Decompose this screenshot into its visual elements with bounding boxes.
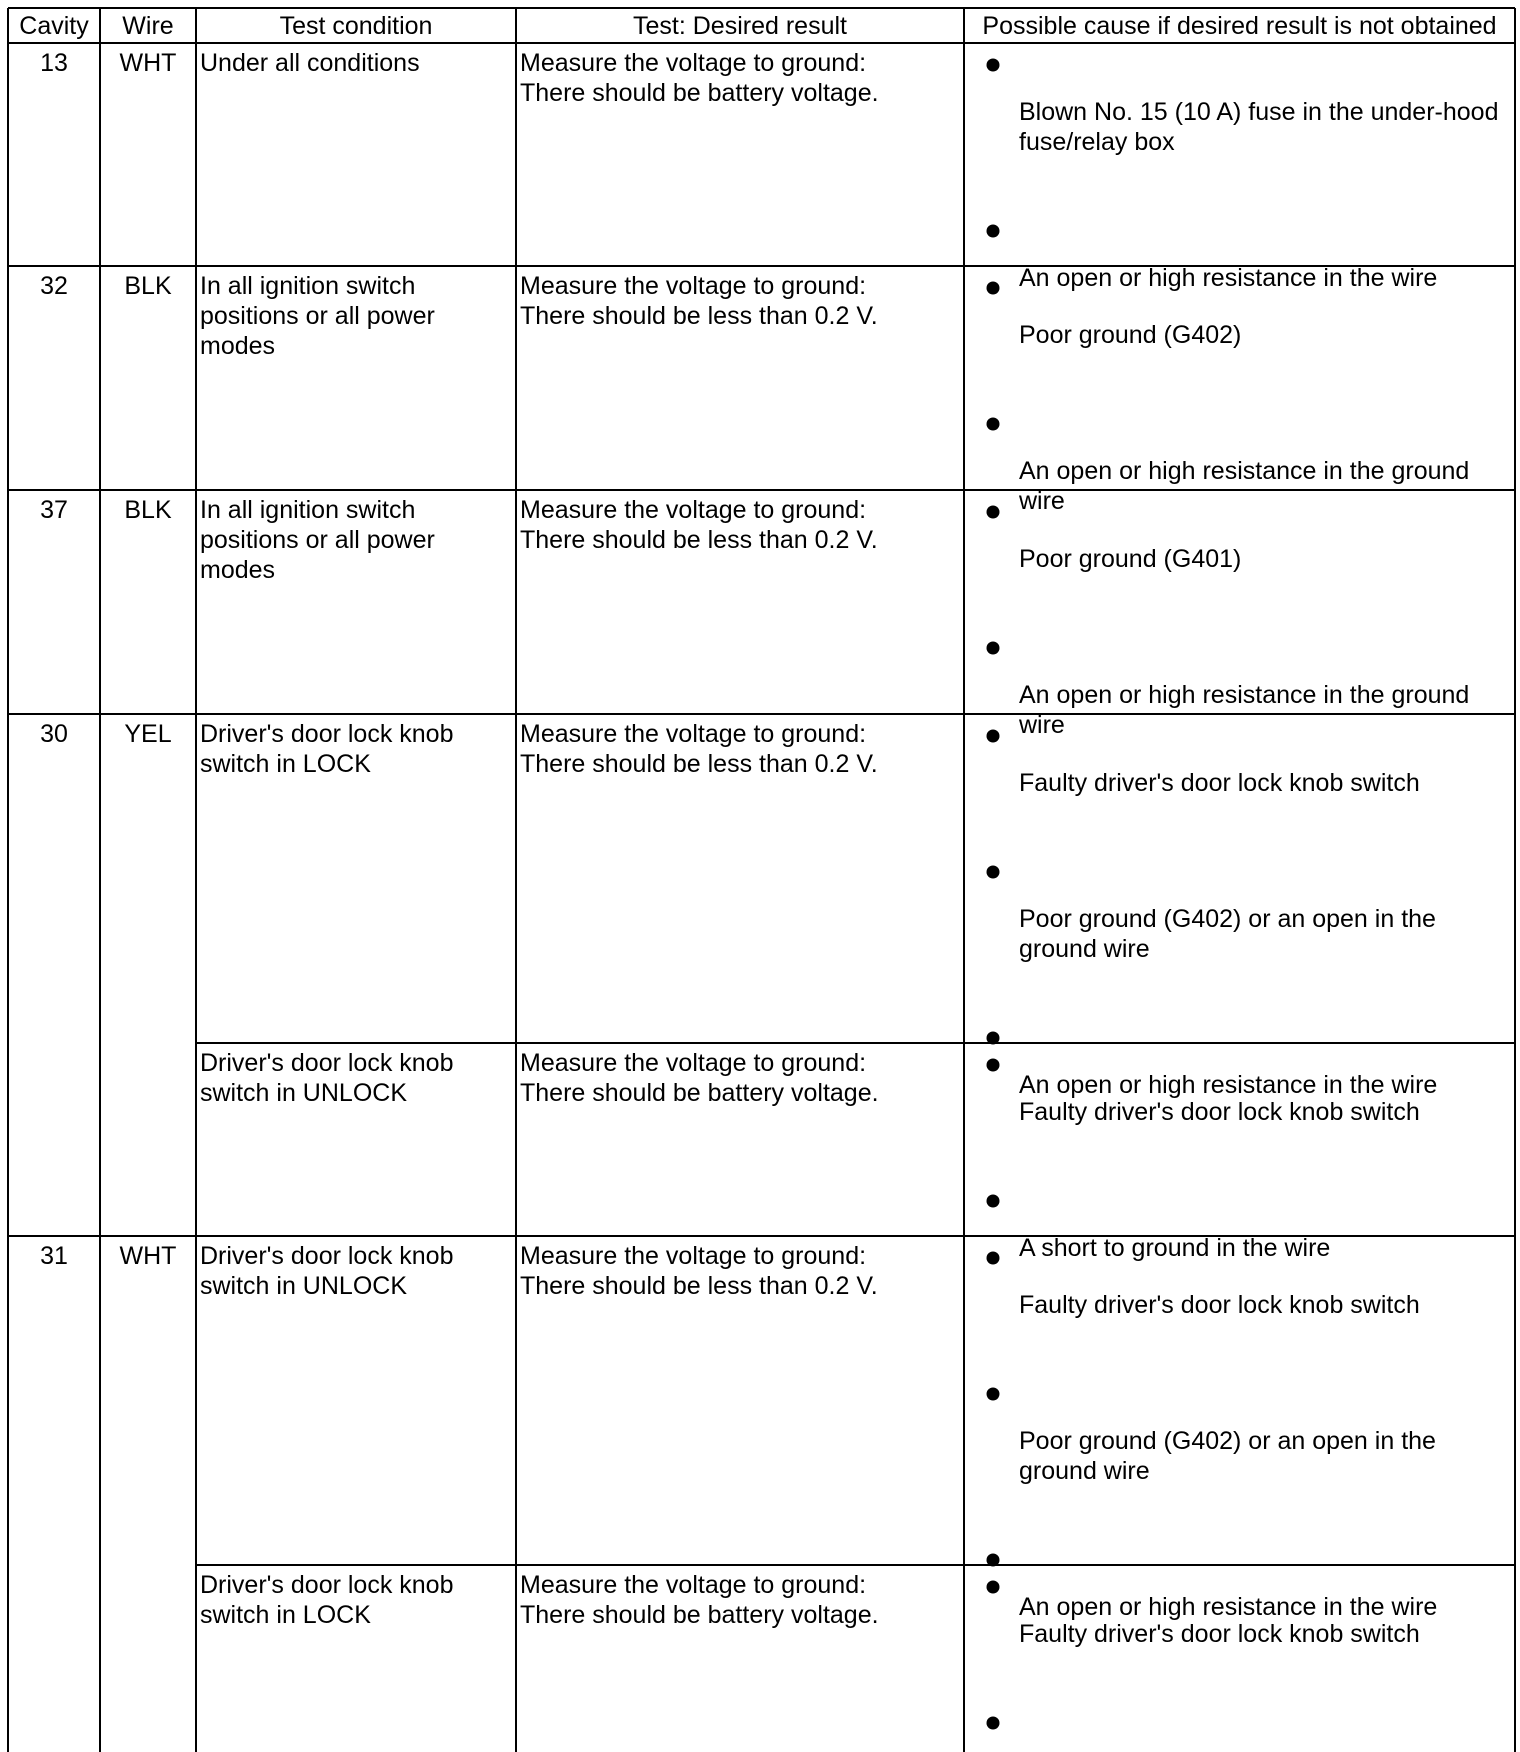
possible-cause-line: Poor ground (G402) <box>1019 321 1242 349</box>
bullet-icon <box>987 59 1000 72</box>
bullet-icon <box>987 225 1000 238</box>
possible-cause-line: Poor ground (G401) <box>1019 545 1242 573</box>
possible-cause-line: Faulty driver's door lock knob switch <box>1019 769 1420 797</box>
test-condition-line: modes <box>200 332 276 360</box>
possible-cause-line: An open or high resistance in the ground <box>1019 681 1470 709</box>
cavity-cell: 13 <box>40 49 68 77</box>
test-condition-line: switch in UNLOCK <box>200 1272 407 1300</box>
possible-cause-line: A short to ground in the wire <box>1019 1234 1331 1262</box>
desired-result-line: Measure the voltage to ground: <box>520 720 867 748</box>
possible-cause-line: wire <box>1019 487 1065 515</box>
desired-result-line: Measure the voltage to ground: <box>520 49 867 77</box>
possible-cause-line: fuse/relay box <box>1019 128 1175 156</box>
possible-cause-line: Faulty driver's door lock knob switch <box>1019 1291 1420 1319</box>
desired-result-line: Measure the voltage to ground: <box>520 1242 867 1270</box>
desired-result-line: There should be battery voltage. <box>520 79 879 107</box>
test-condition-line: In all ignition switch <box>200 272 416 300</box>
bullet-icon <box>987 642 1000 655</box>
wire-cell: BLK <box>124 272 172 300</box>
possible-cause-line: Poor ground (G402) or an open in the <box>1019 905 1436 933</box>
possible-cause-line: An open or high resistance in the wire <box>1019 264 1438 292</box>
test-condition-line: Driver's door lock knob <box>200 1571 454 1599</box>
possible-cause-line: An open or high resistance in the wire <box>1019 1593 1438 1621</box>
test-condition-line: positions or all power <box>200 302 435 330</box>
bullet-icon <box>987 1581 1000 1594</box>
desired-result-line: Measure the voltage to ground: <box>520 1571 867 1599</box>
bullet-icon <box>987 866 1000 879</box>
desired-result-line: There should be less than 0.2 V. <box>520 750 878 778</box>
possible-cause-line: An open or high resistance in the wire <box>1019 1071 1438 1099</box>
bullet-icon <box>987 1032 1000 1045</box>
cavity-cell: 31 <box>40 1242 68 1270</box>
header-wire: Wire <box>122 12 174 40</box>
possible-cause-line: Faulty driver's door lock knob switch <box>1019 1098 1420 1126</box>
desired-result-line: There should be less than 0.2 V. <box>520 302 878 330</box>
possible-cause-line: An open or high resistance in the ground <box>1019 457 1470 485</box>
test-condition-line: positions or all power <box>200 526 435 554</box>
test-condition-line: In all ignition switch <box>200 496 416 524</box>
header-desired-result: Test: Desired result <box>633 12 847 40</box>
wire-cell: BLK <box>124 496 172 524</box>
possible-cause-line: wire <box>1019 711 1065 739</box>
test-condition-line: Driver's door lock knob <box>200 1049 454 1077</box>
test-condition-line: switch in LOCK <box>200 750 371 778</box>
test-condition-line: modes <box>200 556 276 584</box>
desired-result-line: Measure the voltage to ground: <box>520 272 867 300</box>
possible-cause-line: Blown No. 15 (10 A) fuse in the under-hood <box>1019 98 1499 126</box>
possible-cause-line: ground wire <box>1019 935 1150 963</box>
bullet-icon <box>987 1554 1000 1567</box>
test-condition-line: Driver's door lock knob <box>200 720 454 748</box>
cavity-cell: 32 <box>40 272 68 300</box>
bullet-icon <box>987 1195 1000 1208</box>
wire-cell: WHT <box>119 1242 177 1270</box>
possible-cause-line: ground wire <box>1019 1457 1150 1485</box>
bullet-icon <box>987 1717 1000 1730</box>
desired-result-line: There should be battery voltage. <box>520 1079 879 1107</box>
wire-cell: WHT <box>119 49 177 77</box>
test-condition-line: switch in UNLOCK <box>200 1079 407 1107</box>
bullet-icon <box>987 1059 1000 1072</box>
header-cavity: Cavity <box>19 12 89 40</box>
test-condition-line: switch in LOCK <box>200 1601 371 1629</box>
possible-cause-line: Poor ground (G402) or an open in the <box>1019 1427 1436 1455</box>
cavity-cell: 37 <box>40 496 68 524</box>
bullet-icon <box>987 418 1000 431</box>
header-possible-cause: Possible cause if desired result is not obtained <box>982 12 1497 40</box>
test-condition-line: Driver's door lock knob <box>200 1242 454 1270</box>
bullet-icon <box>987 730 1000 743</box>
header-test-condition: Test condition <box>279 12 433 40</box>
wire-cell: YEL <box>124 720 172 748</box>
bullet-icon <box>987 1252 1000 1265</box>
desired-result-line: There should be battery voltage. <box>520 1601 879 1629</box>
bullet-icon <box>987 282 1000 295</box>
desired-result-line: Measure the voltage to ground: <box>520 496 867 524</box>
bullet-icon <box>987 1388 1000 1401</box>
bullet-icon <box>987 506 1000 519</box>
desired-result-line: There should be less than 0.2 V. <box>520 1272 878 1300</box>
desired-result-line: There should be less than 0.2 V. <box>520 526 878 554</box>
test-condition-line: Under all conditions <box>200 49 420 77</box>
possible-cause-line: Faulty driver's door lock knob switch <box>1019 1620 1420 1648</box>
desired-result-line: Measure the voltage to ground: <box>520 1049 867 1077</box>
cavity-cell: 30 <box>40 720 68 748</box>
